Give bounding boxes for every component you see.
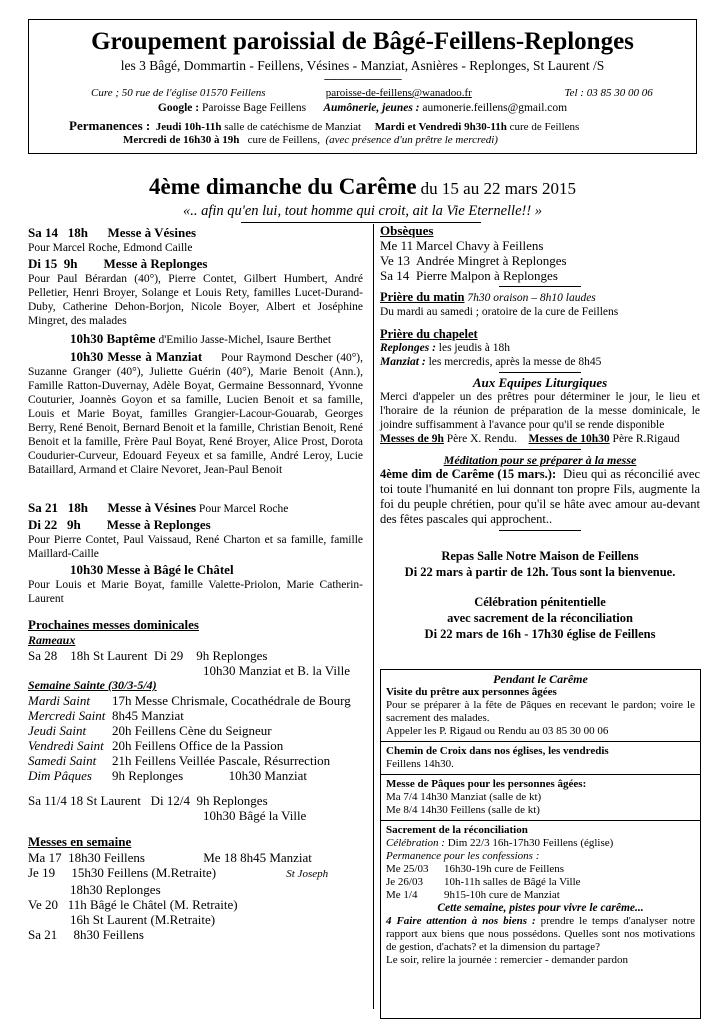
ss-day: Vendredi Saint <box>28 738 104 753</box>
google-label: Google : <box>157 102 200 114</box>
perm-mardi-place: cure de Feillens <box>509 121 580 133</box>
mass-sa21-line <box>28 499 363 516</box>
chapelet-replonges <box>380 341 700 355</box>
sacrement-line <box>386 837 695 850</box>
contact-line <box>91 87 691 99</box>
repas-line-2: Di 22 mars à partir de 12h. Tous sont la bienvenue. <box>404 565 676 579</box>
bapteme-names: d'Emilio Jasse-Michel, Isaure Berthet <box>158 334 332 346</box>
celebration-line-3: Di 22 mars de 16h - 17h30 église de Feillens <box>424 627 656 641</box>
equipes-messes <box>380 432 700 446</box>
semaine-sainte-row <box>28 753 363 768</box>
gospel-quote: «.. afin qu'en lui, tout homme qui croit, ait la Vie Eternelle!! » <box>182 203 543 219</box>
priere-matin-heading: Prière du matin <box>380 290 465 304</box>
ss-text: 21h Feillens Veillée Pascale, Résurrection <box>112 753 331 768</box>
sa21w-line: Sa 21 8h30 Feillens <box>28 927 144 942</box>
mass-bage-intentions: Pour Louis et Marie Boyat, famille Valette-Priolon, Marie Catherin-Laurent <box>28 579 363 605</box>
confession-day: Me 1/4 <box>386 889 418 901</box>
aumonerie-email[interactable]: aumonerie.feillens@gmail.com <box>422 102 568 114</box>
celebration-line-2: avec sacrement de la réconciliation <box>447 611 633 625</box>
mass-sa21-intentions: Pour Marcel Roche <box>198 503 289 515</box>
obseques-list <box>380 238 700 283</box>
semaine-sainte-row <box>28 693 363 708</box>
equipes-text: Merci d'appeler un des prêtres pour déterminer le jour, le lieu et l'horaire de la réunion de préparation de la messe dominicale, le joindre suffisamment à l'avance pour qu'il se rende disponible <box>380 391 700 431</box>
pistes-label: 4 Faire attention à nos biens : <box>386 915 536 927</box>
paques-line-1: Ma 7/4 14h30 Manziat (salle de kt) <box>386 791 542 803</box>
obseques-heading: Obsèques <box>380 223 434 238</box>
meditation-block <box>380 467 700 527</box>
confession-row <box>386 876 695 889</box>
pistes-end: Le soir, relire la journée : remercier - demander pardon <box>386 954 629 966</box>
obseques-row <box>380 238 700 253</box>
chapelet-replonges-label: Replonges : <box>380 342 436 354</box>
je19-text: Je 19 15h30 Feillens (M.Retraite) <box>28 865 217 880</box>
parish-subtitle: les 3 Bâgé, Dommartin - Feillens, Vésines - Manziat, Asnières - Replonges, St Laurent /S <box>120 58 605 73</box>
chemin-heading: Chemin de Croix dans nos églises, les vendredis <box>386 745 609 757</box>
mass-di22-heading: Di 22 9h Messe à Replonges <box>28 517 211 532</box>
paques-heading: Messe de Pâques pour les personnes âgées: <box>386 778 587 790</box>
sunday-title-main: 4ème dimanche du Carême <box>149 174 417 199</box>
pistes-block <box>386 915 695 954</box>
semaine-sainte-row <box>28 723 363 738</box>
permanences-line-2 <box>123 134 498 146</box>
meditation-text: Dieu qui as réconcilié avec toi toute l'humanité en lui donnant ton propre Fils, augmente la foi du peuple chrétien, pour qu'il se hâte avec amour au-devant des fêtes pascales qui approchent.. <box>380 467 701 526</box>
meditation-heading: Méditation pour se préparer à la messe <box>443 453 637 467</box>
paques-line-2: Me 8/4 14h30 Feillens (salle de kt) <box>386 804 540 816</box>
obseques-name: Pierre Malpon à Replonges <box>416 268 558 283</box>
ss-day: Dim Pâques <box>28 768 92 783</box>
right-column <box>380 224 700 642</box>
header-box <box>28 19 697 154</box>
mass-sa14-intentions: Pour Marcel Roche, Edmond Caille <box>28 242 193 254</box>
visite-text: Pour se préparer à la fête de Pâques en recevant le pardon; voire le sacrement des malades. <box>386 699 695 724</box>
priere-matin-text: Du mardi au samedi ; oratoire de la cure de Feillens <box>380 306 619 318</box>
quote-divider <box>241 222 481 223</box>
chapelet-manziat-text: les mercredis, après la messe de 8h45 <box>428 356 602 368</box>
ss-text: 17h Messe Chrismale, Cocathédrale de Bourg <box>112 693 351 708</box>
priere-matin-times: 7h30 oraison – 8h10 laudes <box>467 292 596 304</box>
ss-text: 9h Replonges 10h30 Manziat <box>112 768 307 783</box>
perm-mercredi-note: (avec présence d'un prêtre le mercredi) <box>325 134 498 146</box>
bapteme-heading: 10h30 Baptême <box>70 331 156 346</box>
confession-text: 16h30-19h cure de Feillens <box>444 863 565 875</box>
sunday-title-dates: du 15 au 22 mars 2015 <box>420 179 576 198</box>
permanences-line-1 <box>69 118 579 134</box>
chapelet-manziat <box>380 355 700 369</box>
rameaux-heading: Rameaux <box>28 633 76 647</box>
ss-text: 20h Feillens Office de la Passion <box>112 738 284 753</box>
obseques-day: Sa 14 <box>380 268 410 283</box>
celebration-line-1: Célébration pénitentielle <box>474 595 606 609</box>
pistes-text: prendre le temps d'analyser notre rapport aux biens que nous possédons. Quelles sont nos motivations de gestion, d'achats? et la dimension du partage? <box>386 915 695 953</box>
mass-di15-intentions: Pour Paul Bérardan (40°), Pierre Contet, Gilbert Humbert, André Pelletier, Henri Broyer, Solange et Louis Rety, familles Lucet-Durand-Duby, Catherine Dehon-Borjon, Nicole Boyer, Albert et Joséphine Mingret, des malades <box>28 273 363 327</box>
rameaux-line-2: 10h30 Manziat et B. la Ville <box>203 663 351 678</box>
perm-jeudi: Jeudi 10h-11h <box>155 121 222 133</box>
ss-day: Samedi Saint <box>28 753 97 768</box>
semaine-sainte-row <box>28 768 363 783</box>
meditation-label: 4ème dim de Carême (15 mars.): <box>380 467 557 481</box>
chapelet-manziat-label: Manziat : <box>380 356 426 368</box>
st-joseph: St Joseph <box>286 868 329 880</box>
ma17-me18-line <box>28 850 363 865</box>
prochaines-heading: Prochaines messes dominicales <box>28 617 199 632</box>
mass-sa21-heading: Sa 21 18h Messe à Vésines <box>28 500 197 515</box>
left-column <box>28 224 363 942</box>
bapteme-line <box>28 330 363 347</box>
permanence-confessions-label: Permanence pour les confessions : <box>386 850 540 862</box>
obseques-name: Andrée Mingret à Replonges <box>416 253 567 268</box>
email-link[interactable]: paroisse-de-feillens@wanadoo.fr <box>325 87 472 99</box>
sa11-line-2: 10h30 Bâgé la Ville <box>203 808 307 823</box>
ss-day: Jeudi Saint <box>28 723 87 738</box>
obseques-row <box>380 253 700 268</box>
mass-manziat-block <box>28 348 363 477</box>
sa11-line-1: Sa 11/4 18 St Laurent Di 12/4 9h Replonges <box>28 793 268 808</box>
semaine-sainte-list <box>28 693 363 783</box>
careme-title: Pendant le Carême <box>493 672 588 686</box>
confession-row <box>386 863 695 876</box>
chapelet-replonges-text: les jeudis à 18h <box>438 342 511 354</box>
chapelet-heading: Prière du chapelet <box>380 327 478 341</box>
confession-row <box>386 889 695 902</box>
equipes-heading: Aux Equipes Liturgiques <box>472 375 608 390</box>
je19-line <box>28 865 363 882</box>
pistes-heading: Cette semaine, pistes pour vivre le carême... <box>437 902 644 914</box>
sacrement-label: Célébration : <box>386 837 445 849</box>
chemin-text: Feillens 14h30. <box>386 758 454 770</box>
je19b-line: 18h30 Replonges <box>70 882 161 897</box>
phone-number: Tel : 03 85 30 00 06 <box>564 87 653 99</box>
ve20b-line: 16h St Laurent (M.Retraite) <box>70 912 216 927</box>
mass-di22-intentions: Pour Pierre Contet, Paul Vaissaud, René Charton et sa famille, famille Maillard-Caille <box>28 534 363 560</box>
visite-call: Appeler les P. Rigaud ou Rendu au 03 85 30 00 06 <box>386 725 609 737</box>
google-line <box>29 102 696 114</box>
obseques-name: Marcel Chavy à Feillens <box>416 238 544 253</box>
confession-day: Je 26/03 <box>386 876 423 888</box>
visite-heading: Visite du prêtre aux personnes âgées <box>386 686 557 698</box>
mass-di15-heading: Di 15 9h Messe à Replonges <box>28 256 208 271</box>
semaine-sainte-row <box>28 708 363 723</box>
obseques-day: Me 11 <box>380 238 414 253</box>
messes-9h-label: Messes de 9h <box>380 433 444 445</box>
ss-day: Mercredi Saint <box>28 708 106 723</box>
messes-9h-priest: Père X. Rendu. <box>446 433 518 445</box>
obseques-day: Ve 13 <box>380 253 410 268</box>
priere-matin-line <box>380 290 700 305</box>
careme-box <box>380 669 701 1019</box>
perm-jeudi-place: salle de catéchisme de Manziat <box>224 121 362 133</box>
me18-line: Me 18 8h45 Manziat <box>203 850 312 865</box>
confessions-list <box>386 863 695 902</box>
semaine-sainte-heading: Semaine Sainte (30/3-5/4) <box>28 678 157 692</box>
aumonerie-label: Aumônerie, jeunes : <box>323 102 420 114</box>
confession-text: 9h15-10h cure de Manziat <box>444 889 560 901</box>
sacrement-heading: Sacrement de la réconciliation <box>386 824 528 836</box>
column-divider <box>373 224 374 1009</box>
ss-text: 8h45 Manziat <box>112 708 184 723</box>
header-dashes: ----------------------------- <box>323 73 402 85</box>
obseques-row <box>380 268 700 283</box>
permanences-label: Permanences : <box>69 118 151 133</box>
ss-day: Mardi Saint <box>28 693 90 708</box>
ma17-line: Ma 17 18h30 Feillens <box>28 850 145 865</box>
perm-mercredi: Mercredi de 16h30 à 19h <box>123 134 240 146</box>
rameaux-line-1: Sa 28 18h St Laurent Di 29 9h Replonges <box>28 648 268 663</box>
sunday-title <box>0 174 725 200</box>
confession-day: Me 25/03 <box>386 863 429 875</box>
semaine-sainte-row <box>28 738 363 753</box>
semaine-heading: Messes en semaine <box>28 834 132 849</box>
ve20-line: Ve 20 11h Bâgé le Châtel (M. Retraite) <box>28 897 238 912</box>
mass-sa14-heading: Sa 14 18h Messe à Vésines <box>28 225 197 240</box>
perm-mardi: Mardi et Vendredi 9h30-11h <box>374 121 507 133</box>
sacrement-text: Dim 22/3 16h-17h30 Feillens (église) <box>447 837 614 849</box>
parish-title: Groupement paroissial de Bâgé-Feillens-Replonges <box>91 28 634 55</box>
confession-text: 10h-11h salles de Bâgé la Ville <box>444 876 581 888</box>
google-value: Paroisse Bage Feillens <box>201 102 307 114</box>
cure-address: Cure ; 50 rue de l'église 01570 Feillens <box>91 87 266 99</box>
repas-line-1: Repas Salle Notre Maison de Feillens <box>441 549 639 563</box>
messes-1030-priest: Père R.Rigaud <box>612 433 680 445</box>
ss-text: 20h Feillens Cène du Seigneur <box>112 723 272 738</box>
mass-manziat-heading: 10h30 Messe à Manziat <box>70 349 203 364</box>
mass-bage-heading: 10h30 Messe à Bâgé le Châtel <box>70 562 234 577</box>
mass-manziat-intentions: Pour Raymond Descher (40°), Suzanne Granger (40°), Juliette Guérin (40°), Marie Benoit (Ann.), Famille Ratton-Duvernay, Adèle Boyat, Germaine Bessonnard, Yvonne Couturier, Joannès Goyon et sa famille, Lucien Benoit et sa famille, Louis et Marie Boyat, familles Grangier-Lacour-Gouarab, Georges Berry, René Benoit, Bernard Benoit et la famille, Christian Benoit, René Benoit et la famille, Frère Paul Boyat, René Broyer, Alice Prost, Dorota Coudurier-Curveur, Edouard Feyeux et sa famille, André Leroy, Lucie Bataillard, Armand et Claire Nevoret, Jean-Paul Benoit <box>28 352 363 476</box>
perm-mercredi-place: cure de Feillens, <box>247 134 320 146</box>
messes-1030-label: Messes de 10h30 <box>528 433 610 445</box>
